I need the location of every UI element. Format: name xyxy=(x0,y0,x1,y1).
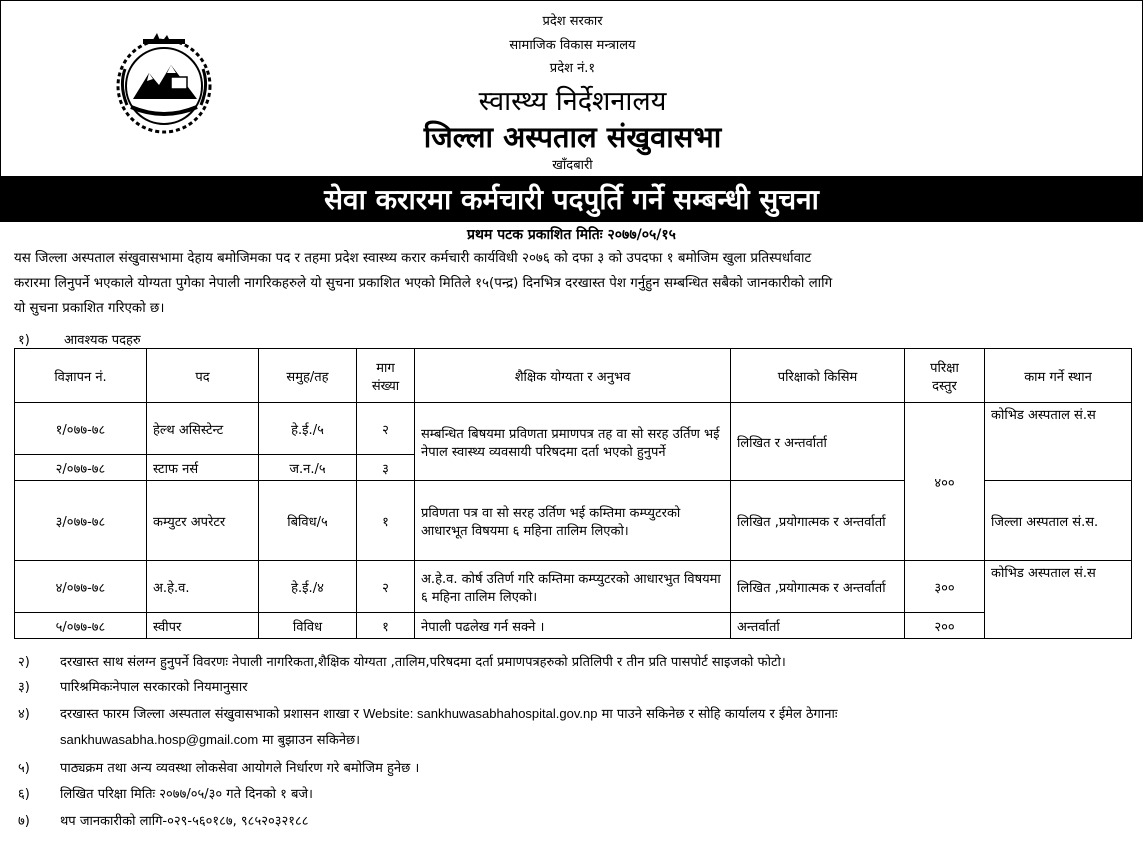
province-line: प्रदेश नं.१ xyxy=(549,61,596,76)
qualification-cell: नेपाली पढलेख गर्न सक्ने । xyxy=(415,613,731,639)
count-cell: २ xyxy=(357,561,415,613)
notice-title-banner: सेवा करारमा कर्मचारी पदपुर्ति गर्ने सम्बन्धी सुचना xyxy=(0,177,1143,222)
ad-no-cell: ३/०७७-७८ xyxy=(15,481,147,561)
count-cell: १ xyxy=(357,613,415,639)
count-cell: १ xyxy=(357,481,415,561)
note-text: पारिश्रमिकःनेपाल सरकारको नियमानुसार xyxy=(60,680,248,695)
section-heading xyxy=(18,330,141,348)
directorate-title: स्वास्थ्य निर्देशनालय xyxy=(478,86,667,117)
group-cell: हे.ई./४ xyxy=(259,561,357,613)
ad-no-cell: ४/०७७-७८ xyxy=(15,561,147,613)
intro-line: यस जिल्ला अस्पताल संखुवासभामा देहाय बमोजिमका पद र तहमा प्रदेश स्वास्थ्य करार कर्मचारी कार्यविधी २०७६ को दफा ३ को उपदफा १ बमोजिम खुला प्रतिस्पर्धावाट xyxy=(14,251,812,266)
section-number: १) xyxy=(18,333,30,348)
post-cell: स्वीपर xyxy=(147,613,259,639)
note-number: २) xyxy=(18,655,30,670)
workplace-cell: कोभिड अस्पताल सं.स xyxy=(985,561,1132,639)
email-link[interactable]: sankhuwasabha.hosp@gmail.com xyxy=(60,732,259,747)
col-header-ad-no: विज्ञापन नं. xyxy=(15,349,147,403)
col-header-workplace: काम गर्ने स्थान xyxy=(985,349,1132,403)
qualification-cell: प्रविणता पत्र वा सो सरह उर्तिण भई कम्तिमा कम्प्युटरको आधारभूत विषयमा ६ महिना तालिम लिएको। xyxy=(415,481,731,561)
table-header-row xyxy=(15,349,1132,403)
post-cell: कम्युटर अपरेटर xyxy=(147,481,259,561)
note-text: लिखित परिक्षा मितिः २०७७/०५/३० गते दिनको १ बजे। xyxy=(60,787,313,802)
fee-cell: ३०० xyxy=(905,561,985,613)
note-text-part: दरखास्त फारम जिल्ला अस्पताल संखुवासभाको प्रशासन शाखा र xyxy=(60,707,359,722)
post-cell: हेल्थ असिस्टेन्ट xyxy=(147,403,259,455)
header-section xyxy=(0,0,1143,177)
exam-type-cell: लिखित ,प्रयोगात्मक र अन्तर्वार्ता xyxy=(731,481,905,561)
publish-date: प्रथम पटक प्रकाशित मितिः २०७७/०५/१५ xyxy=(467,227,676,243)
intro-paragraph xyxy=(14,246,1134,321)
count-cell: ३ xyxy=(357,455,415,481)
place-line: खाँदबारी xyxy=(552,158,593,173)
post-cell: स्टाफ नर्स xyxy=(147,455,259,481)
note-text: दरखास्त साथ संलग्न हुनुपर्ने विवरणः नेपाली नागरिकता,शैक्षिक योग्यता ,तालिम,परिषदमा दर्ता प्रमाणपत्रहरुको प्रतिलिपी र तीन प्रति पासपोर्ट साइजको फोटो। xyxy=(60,655,786,670)
col-header-demand xyxy=(357,349,415,403)
qualification-cell: अ.हे.व. कोर्ष उतिर्ण गरि कम्तिमा कम्प्युटरको आधारभुत विषयमा ६ महिना तालिम लिएको। xyxy=(415,561,731,613)
note-text xyxy=(60,704,837,722)
note-text: थप जानकारीको लागि-०२९-५६०१८७, ९८५२०३२१८८ xyxy=(60,814,309,829)
col-header-group: समुह/तह xyxy=(259,349,357,403)
website-link[interactable]: Website: sankhuwasabhahospital.gov.np xyxy=(363,706,598,721)
intro-line: करारमा लिनुपर्ने भएकाले योग्यता पुगेका नेपाली नागरिकहरुले यो सुचना प्रकाशित भएको मितिले १५(पन्द्र) दिनभित्र दरखास्त पेश गर्नुहुन सम्बन्धित सबैको जानकारीको लागि xyxy=(14,276,833,291)
ad-no-cell: ५/०७७-७८ xyxy=(15,613,147,639)
note-text-part: मा पाउने सकिनेछ र सोहि कार्यालय र ईमेल ठेगानाः xyxy=(601,707,838,722)
header-text: परिक्षा xyxy=(930,360,959,376)
col-header-qualification: शैक्षिक योग्यता र अनुभव xyxy=(415,349,731,403)
note-number: ६) xyxy=(18,787,30,802)
fee-cell: ४०० xyxy=(905,403,985,561)
table-row xyxy=(15,561,1132,613)
exam-type-cell: अन्तर्वार्ता xyxy=(731,613,905,639)
col-header-exam-type: परिक्षाको किसिम xyxy=(731,349,905,403)
note-text xyxy=(60,730,360,748)
exam-type-cell: लिखित र अन्तर्वार्ता xyxy=(731,403,905,481)
header-text: माग xyxy=(376,360,395,376)
ministry-line: सामाजिक विकास मन्त्रालय xyxy=(509,38,636,53)
post-cell: अ.हे.व. xyxy=(147,561,259,613)
govt-line: प्रदेश सरकार xyxy=(542,14,603,29)
header-text: संख्या xyxy=(371,378,400,394)
workplace-cell: जिल्ला अस्पताल सं.स. xyxy=(985,481,1132,561)
exam-type-cell: लिखित ,प्रयोगात्मक र अन्तर्वार्ता xyxy=(731,561,905,613)
intro-line: यो सुचना प्रकाशित गरिएको छ। xyxy=(14,301,165,316)
group-cell: ज.न./५ xyxy=(259,455,357,481)
col-header-fee xyxy=(905,349,985,403)
count-cell: २ xyxy=(357,403,415,455)
ad-no-cell: २/०७७-७८ xyxy=(15,455,147,481)
note-number: ४) xyxy=(18,707,30,722)
group-cell: हे.ई./५ xyxy=(259,403,357,455)
fee-cell: २०० xyxy=(905,613,985,639)
group-cell: बिविध/५ xyxy=(259,481,357,561)
note-number: ३) xyxy=(18,680,30,695)
col-header-post: पद xyxy=(147,349,259,403)
table-row xyxy=(15,613,1132,639)
table-row xyxy=(15,403,1132,455)
qualification-cell: सम्बन्धित बिषयमा प्रविणता प्रमाणपत्र तह वा सो सरह उर्तिण भई नेपाल स्वास्थ्य व्यवसायी परिषदमा दर्ता भएको हुनुपर्ने xyxy=(415,403,731,481)
note-number: ७) xyxy=(18,814,30,829)
section-label: आवश्यक पदहरु xyxy=(64,333,141,348)
header-text: दस्तुर xyxy=(932,378,957,394)
ad-no-cell: १/०७७-७८ xyxy=(15,403,147,455)
workplace-cell: कोभिड अस्पताल सं.स xyxy=(985,403,1132,481)
posts-table xyxy=(14,348,1132,639)
note-number: ५) xyxy=(18,761,30,776)
note-text: पाठ्यक्रम तथा अन्य व्यवस्था लोकसेवा आयोगले निर्धारण गरे बमोजिम हुनेछ । xyxy=(60,761,420,776)
note-text-part: मा बुझाउन सकिनेछ। xyxy=(262,733,361,748)
group-cell: विविध xyxy=(259,613,357,639)
hospital-title: जिल्ला अस्पताल संखुवासभा xyxy=(423,120,722,154)
